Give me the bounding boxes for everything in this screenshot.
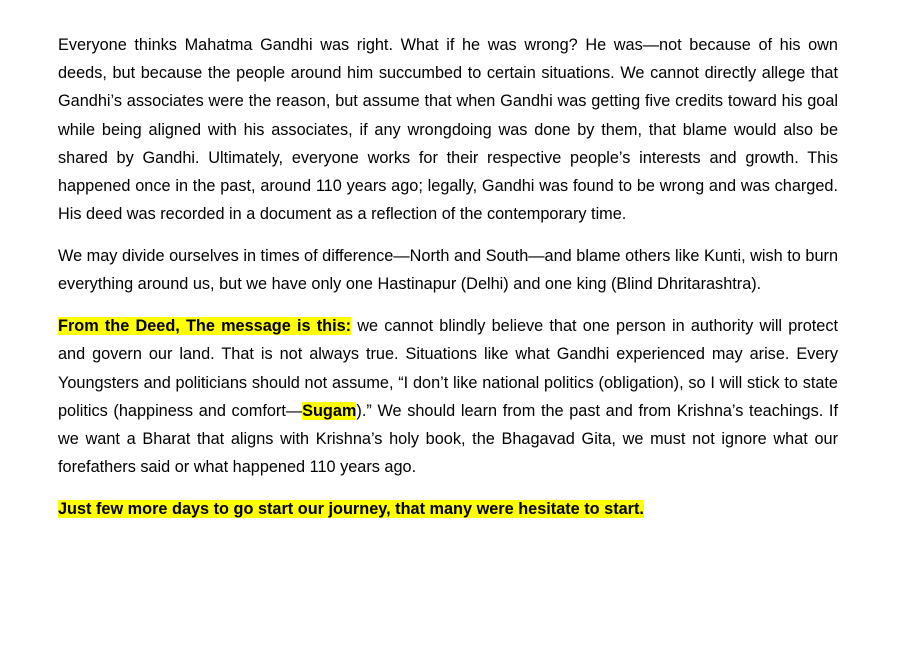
highlighted-word-sugam: Sugam bbox=[302, 401, 357, 420]
paragraph-text-part2: ).” We should learn from the past and from Krishna’s teachings. If we want a Bharat that aligns with Krishna’s holy book, the Bhagavad Gita, we must not ignore what our forefathers said or what happened 110 years ago. bbox=[58, 401, 838, 477]
paragraph-text-part1: we cannot blindly believe that one person in authority will protect and govern our land. That is not always true. Situations like what Gandhi experienced may arise. Every Youngsters and politicians should not assume, “I don’t like national politics (obligation), so I will stick to state politics (happiness and comfort— bbox=[58, 317, 838, 420]
document-page bbox=[58, 31, 838, 537]
highlighted-closing-line: Just few more days to go start our journey, that many were hesitate to start. bbox=[58, 500, 644, 519]
paragraph-journey bbox=[58, 495, 838, 523]
paragraph-gandhi-right-or-wrong: Everyone thinks Mahatma Gandhi was right. What if he was wrong? He was—not because of his own deeds, but because the people around him succumbed to certain situations. We cannot directly allege that Gandhi’s associates were the reason, but assume that when Gandhi was getting five credits toward his goal while being aligned with his associates, if any wrongdoing was done by them, that blame would also be shared by Gandhi. Ultimately, everyone works for their respective people’s interests and growth. This happened once in the past, around 110 years ago; legally, Gandhi was found to be wrong and was charged. His deed was recorded in a document as a reflection of the contemporary time. bbox=[58, 36, 838, 224]
paragraph-message-from-deed bbox=[58, 312, 838, 481]
highlighted-lead-text: From the Deed, The message is this: bbox=[58, 317, 352, 336]
paragraph-divide-ourselves: We may divide ourselves in times of difference—North and South—and blame others like Kunti, wish to burn everything around us, but we have only one Hastinapur (Delhi) and one king (Blind Dhritarashtra). bbox=[58, 247, 838, 294]
